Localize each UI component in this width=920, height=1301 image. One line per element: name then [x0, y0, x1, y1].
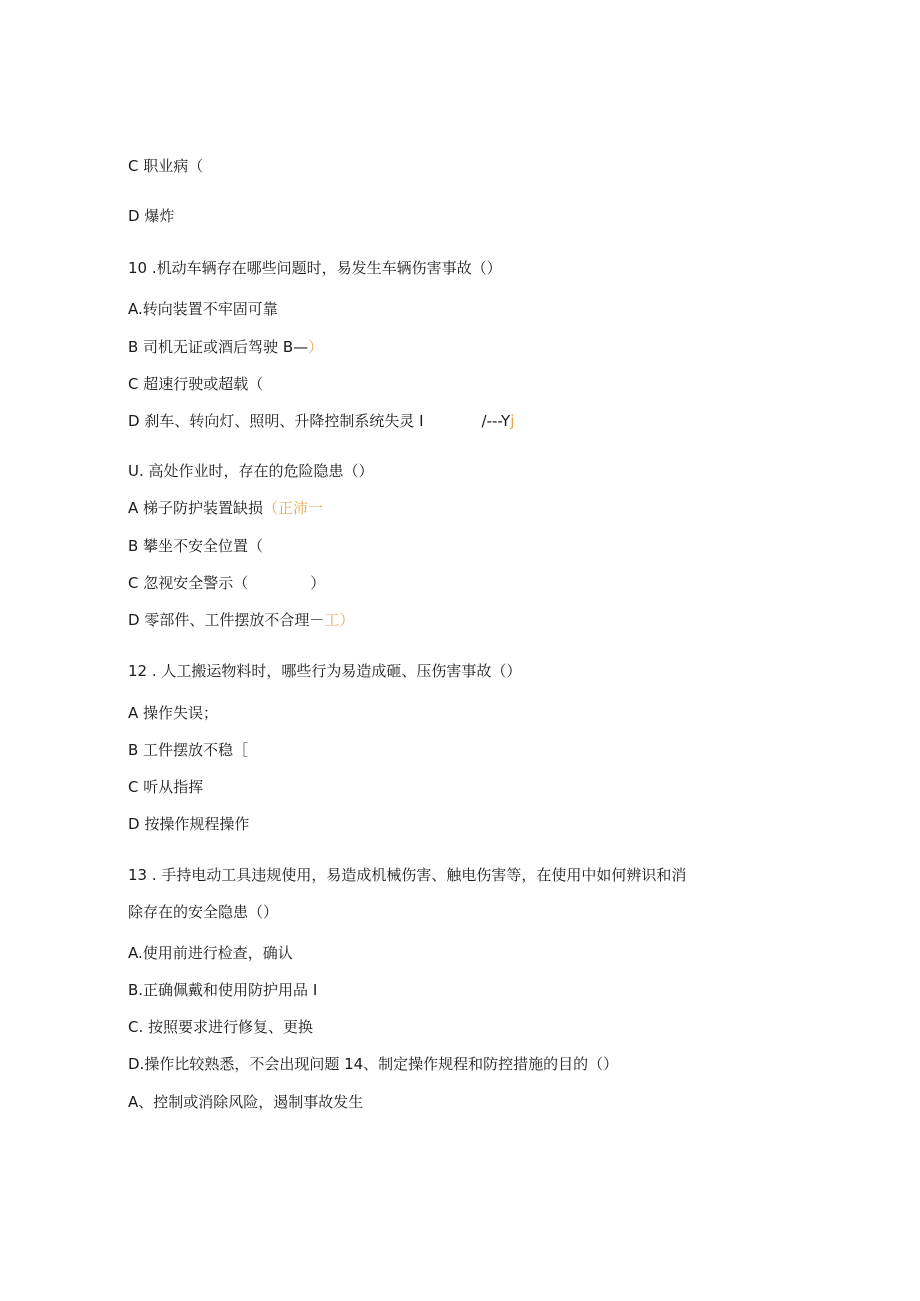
q12-option-c: C 听从指挥 — [128, 778, 204, 796]
question-10: 10 .机动车辆存在哪些问题时，易发生车辆伤害事故（） — [128, 259, 502, 277]
question-13-line-1: 13 . 手持电动工具违规使用，易造成机械伤害、触电伤害等，在使用中如何辨识和消 — [128, 866, 687, 884]
q11-option-a-mark: （正沛一 — [263, 499, 324, 517]
q12-option-b: B 工件摆放不稳［ — [128, 741, 249, 759]
option-d-explosion: D 爆炸 — [128, 207, 175, 225]
q13-option-c: C. 按照要求进行修复、更换 — [128, 1018, 314, 1036]
q10-option-d-mark: j — [510, 412, 515, 430]
q13-option-a: A.使用前进行检查，确认 — [128, 944, 293, 962]
q11-option-d: D 零部件、工件摆放不合理－工） — [128, 611, 355, 629]
question-12: 12 . 人工搬运物料时，哪些行为易造成砸、压伤害事故（） — [128, 662, 522, 680]
q13-option-b: B.正确佩戴和使用防护用品 I — [128, 981, 318, 999]
q11-option-a: A 梯子防护装置缺损（正沛一 — [128, 499, 324, 517]
q10-option-d: D 刹车、转向灯、照明、升降控制系统失灵 I /---Yj — [128, 412, 515, 430]
q10-option-c: C 超速行驶或超载（ — [128, 375, 264, 393]
q11-option-d-mark: 工） — [324, 611, 355, 629]
q11-option-b: B 攀坐不安全位置（ — [128, 537, 264, 555]
question-11: U. 高处作业时，存在的危险隐患（） — [128, 462, 374, 480]
q12-option-a: A 操作失误； — [128, 704, 219, 722]
q12-option-d: D 按操作规程操作 — [128, 815, 250, 833]
q11-option-c: C 忽视安全警示（ ） — [128, 574, 326, 592]
q13-option-d-and-question-14: D.操作比较熟悉，不会出现问题 14、制定操作规程和防控措施的目的（） — [128, 1055, 619, 1073]
option-c-occupational-disease: C 职业病（ — [128, 157, 204, 175]
q10-option-b: B 司机无证或酒后驾驶 B—） — [128, 338, 324, 356]
question-13-line-2: 除存在的安全隐患（） — [128, 903, 279, 921]
q10-option-a: A.转向装置不牢固可靠 — [128, 300, 278, 318]
q14-option-a: A、控制或消除风险，遏制事故发生 — [128, 1093, 364, 1111]
q10-option-b-mark: ） — [308, 338, 324, 356]
